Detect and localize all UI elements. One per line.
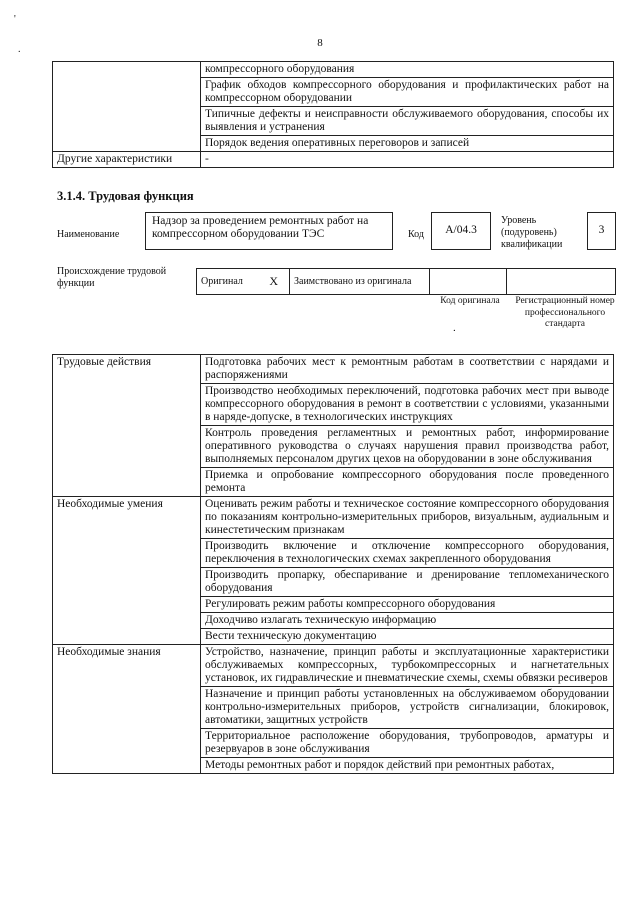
margin-mark: . xyxy=(18,44,21,55)
function-name xyxy=(145,212,393,250)
table-row xyxy=(53,107,614,136)
table-cell: Территориальное расположение оборудования, трубопроводов, арматуры и резервуаров в зоне обслуживания xyxy=(201,729,614,758)
table-cell: График обходов компрессорного оборудования и профилактических работ на компрессорном оборудовании xyxy=(201,78,614,107)
margin-mark: ' xyxy=(14,14,16,25)
original-label: Оригинал xyxy=(197,269,259,295)
origin-table xyxy=(196,268,616,295)
function-name-text: Надзор за проведением ремонтных работ на компрессорном оборудовании ТЭС xyxy=(152,215,369,240)
category-label: Необходимые умения xyxy=(53,497,201,645)
table-cell: Производить включение и отключение компрессорного оборудования, переключения в технологических схемах закрепленного оборудования xyxy=(201,539,614,568)
code-value: А/04.3 xyxy=(445,224,477,236)
level-label: Уровень (подуровень) квалификации xyxy=(501,215,563,250)
table-row xyxy=(53,62,614,78)
row-label: Другие характеристики xyxy=(53,152,201,168)
table-cell: - xyxy=(201,152,614,168)
table-row xyxy=(53,355,614,384)
page-number: 8 xyxy=(317,37,323,49)
code-box xyxy=(431,212,491,250)
table-cell: Производить пропарку, обеспаривание и дренирование тепломеханического оборудования xyxy=(201,568,614,597)
table-cell: Подготовка рабочих мест к ремонтным работам в соответствии с нарядами и распоряжениями xyxy=(201,355,614,384)
table-cell: Назначение и принцип работы установленных на обслуживаемом оборудовании контрольно-измерительных приборов, устройств сигнализации, блокировок, автоматики, защитных устройств xyxy=(201,687,614,729)
table-cell: Методы ремонтных работ и порядок действий при ремонтных работах, xyxy=(201,758,614,774)
table-row xyxy=(197,269,616,295)
reg-number-cell xyxy=(507,269,616,295)
original-mark: X xyxy=(259,269,290,295)
table-cell: Устройство, назначение, принцип работы и эксплуатационные характеристики обслуживаемых компрессорных, турбокомпрессорных и нагнетательных установок, их гидравлические и пневматические схемы, схемы обвязки ресиверов xyxy=(201,645,614,687)
table-cell: компрессорного оборудования xyxy=(201,62,614,78)
category-label: Трудовые действия xyxy=(53,355,201,497)
name-label: Наименование xyxy=(57,229,120,240)
main-table xyxy=(52,354,614,774)
table-cell-left xyxy=(53,62,201,78)
table-cell: Типичные дефекты и неисправности обслуживаемого оборудования, способы их выявления и устранения xyxy=(201,107,614,136)
table-row xyxy=(53,152,614,168)
code-original-label: Код оригинала xyxy=(440,296,500,306)
section-title: 3.1.4. Трудовая функция xyxy=(57,189,194,203)
table-cell: Производство необходимых переключений, подготовка рабочих мест при выводе компрессорного оборудования в ремонт в соответствии с условиями, указанными в наряде-допуске, в технологических инструкциях xyxy=(201,384,614,426)
table-row xyxy=(53,136,614,152)
origin-label: Происхождение трудовой функции xyxy=(57,266,167,289)
table-cell: Доходчиво излагать техническую информацию xyxy=(201,613,614,629)
top-table xyxy=(52,61,614,168)
level-value: 3 xyxy=(598,224,605,236)
code-label: Код xyxy=(408,229,424,240)
table-cell: Регулировать режим работы компрессорного оборудования xyxy=(201,597,614,613)
table-cell: Вести техническую документацию xyxy=(201,629,614,645)
table-row xyxy=(53,497,614,539)
dot-mark: . xyxy=(453,322,456,334)
table-cell: Приемка и опробование компрессорного оборудования после проведенного ремонта xyxy=(201,468,614,497)
level-box xyxy=(587,212,616,250)
borrowed-label: Заимствовано из оригинала xyxy=(290,269,430,295)
table-row xyxy=(53,645,614,687)
table-cell-left xyxy=(53,107,201,136)
reg-number-label: Регистрационный номер профессионального стандарта xyxy=(515,296,615,329)
category-label: Необходимые знания xyxy=(53,645,201,774)
table-row xyxy=(53,78,614,107)
table-cell-left xyxy=(53,78,201,107)
table-cell: Порядок ведения оперативных переговоров и записей xyxy=(201,136,614,152)
table-cell-left xyxy=(53,136,201,152)
table-cell: Оценивать режим работы и техническое состояние компрессорного оборудования по показаниям контрольно-измерительных приборов, визуальным, аудиальным и кинестетическим признакам xyxy=(201,497,614,539)
code-original-cell xyxy=(430,269,507,295)
table-cell: Контроль проведения регламентных и ремонтных работ, информирование оперативного руководства о случаях нарушения правил производства работ, выполняемых персоналом других цехов на оборудовании в зоне обслуживания xyxy=(201,426,614,468)
